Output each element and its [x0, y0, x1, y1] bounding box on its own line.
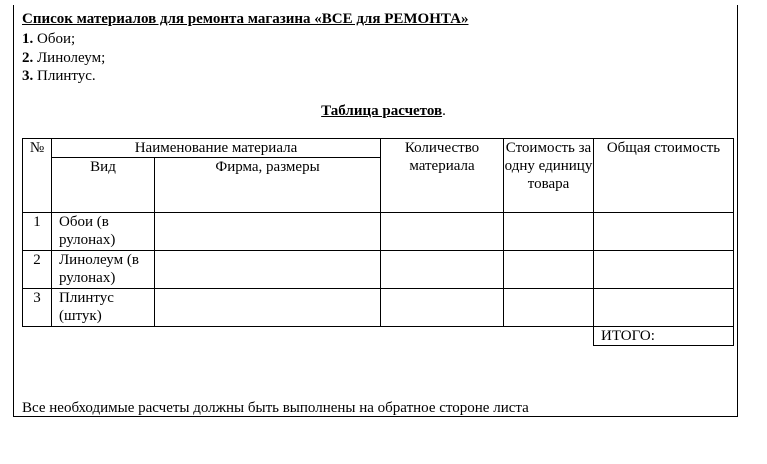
- list-item: 1. Обои;: [22, 31, 76, 47]
- header-unit-cost: Стоимость за одну единицу товара: [504, 139, 594, 213]
- header-firm: Фирма, размеры: [155, 158, 381, 213]
- header-name: Наименование материала: [52, 139, 381, 158]
- table-row: 2 Линолеум (в рулонах): [23, 251, 734, 289]
- header-kind: Вид: [52, 158, 155, 213]
- total-label: ИТОГО:: [594, 327, 734, 346]
- list-item: 2. Линолеум;: [22, 49, 106, 66]
- table-row: 3 Плинтус (штук): [23, 289, 734, 327]
- materials-list: [22, 30, 105, 86]
- header-num: №: [23, 139, 52, 213]
- table-title: Таблица расчетов.: [321, 103, 446, 119]
- table-row: 1 Обои (в рулонах): [23, 213, 734, 251]
- document-heading: Список материалов для ремонта магазина «ВСЕ для РЕМОНТА»: [22, 11, 469, 27]
- header-quantity: Количество материала: [381, 139, 504, 213]
- list-item: 3. Плинтус.: [22, 68, 96, 84]
- footer-note: Все необходимые расчеты должны быть выполнены на обратное стороне листа: [22, 400, 529, 416]
- header-total-cost: Общая стоимость: [594, 139, 734, 213]
- calculation-table: [22, 138, 734, 346]
